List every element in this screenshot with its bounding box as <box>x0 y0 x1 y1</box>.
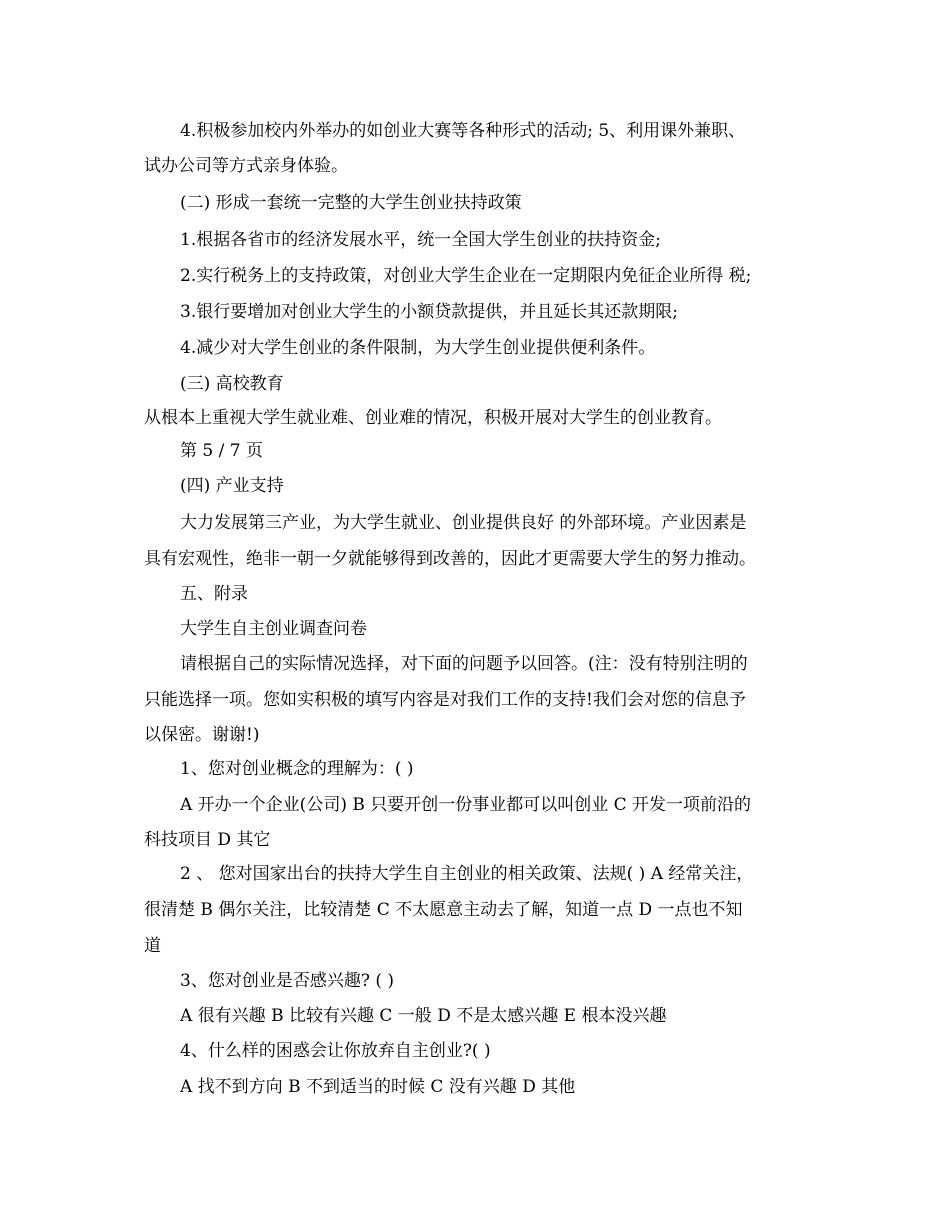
paragraph-line: 以保密。谢谢!) <box>144 725 260 745</box>
section-heading: 五、附录 <box>180 584 248 604</box>
survey-question: 3、您对创业是否感兴趣? ( ) <box>180 971 395 991</box>
paragraph-line: 只能选择一项。您如实积极的填写内容是对我们工作的支持!我们会对您的信息予 <box>144 690 746 710</box>
survey-options: A 开办一个企业(公司) B 只要开创一份事业都可以叫创业 C 开发一项前沿的 <box>180 795 752 815</box>
survey-question: 4、什么样的困惑会让你放弃自主创业?( ) <box>180 1041 491 1061</box>
survey-options: 科技项目 D 其它 <box>144 830 271 850</box>
list-item: 1.根据各省市的经济发展水平，统一全国大学生创业的扶持资金; <box>180 230 661 250</box>
section-heading: (三) 高校教育 <box>180 374 284 394</box>
survey-title: 大学生自主创业调查问卷 <box>180 619 367 639</box>
paragraph-line: 从根本上重视大学生就业难、创业难的情况，积极开展对大学生的创业教育。 <box>144 408 722 428</box>
section-heading: (四) 产业支持 <box>180 476 284 496</box>
survey-options: A 很有兴趣 B 比较有兴趣 C 一般 D 不是太感兴趣 E 根本没兴趣 <box>180 1006 667 1026</box>
survey-options: 道 <box>144 936 161 956</box>
paragraph-line: 试办公司等方式亲身体验。 <box>144 156 348 176</box>
survey-options: A 找不到方向 B 不到适当的时候 C 没有兴趣 D 其他 <box>180 1077 576 1097</box>
page-number: 第 5 / 7 页 <box>180 441 263 461</box>
survey-options: 很清楚 B 偶尔关注，比较清楚 C 不太愿意主动去了解，知道一点 D 一点也不知 <box>144 900 743 920</box>
paragraph-line: 具有宏观性，绝非一朝一夕就能够得到改善的，因此才更需要大学生的努力推动。 <box>144 549 756 569</box>
survey-question: 1、您对创业概念的理解为：( ) <box>180 759 414 779</box>
paragraph-line: 4.积极参加校内外举办的如创业大赛等各种形式的活动; 5、利用课外兼职、 <box>180 121 746 141</box>
list-item: 4.减少对大学生创业的条件限制，为大学生创业提供便利条件。 <box>180 338 656 358</box>
section-heading: (二) 形成一套统一完整的大学生创业扶持政策 <box>180 193 522 213</box>
survey-question: 2 、 您对国家出台的扶持大学生自主创业的相关政策、法规( ) A 经常关注， <box>180 864 754 884</box>
list-item: 2.实行税务上的支持政策，对创业大学生企业在一定期限内免征企业所得 税; <box>180 266 752 286</box>
list-item: 3.银行要增加对创业大学生的小额贷款提供，并且延长其还款期限; <box>180 302 678 322</box>
paragraph-line: 请根据自己的实际情况选择，对下面的问题予以回答。(注：没有特别注明的 <box>180 654 748 674</box>
paragraph-line: 大力发展第三产业，为大学生就业、创业提供良好 的外部环境。产业因素是 <box>180 513 747 533</box>
